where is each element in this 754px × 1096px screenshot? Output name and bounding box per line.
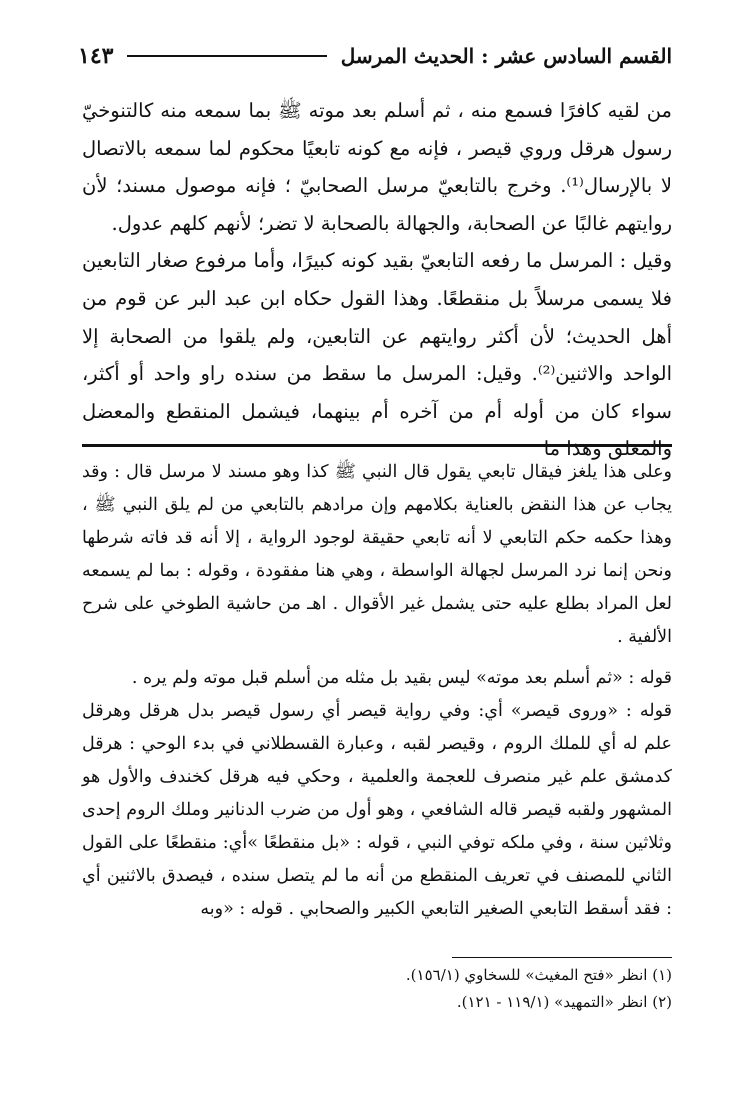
main-paragraph: من لقيه كافرًا فسمع منه ، ثم أسلم بعد موته ﷺ بما سمعه منه كالتنوخيّ رسول هرقل وروي قيصر ، فإنه مع كونه تابعيًا محكوم لما سمعه بالاتصال لا بالإرسال⁽¹⁾. وخرج بالتابعيّ مرسل الصحابيّ ؛ فإنه موصول مسند؛ لأن روايتهم غالبًا عن الصحابة، والجهالة بالصحابة لا تضر؛ لأنهم كلهم عدول. xyxy=(82,99,672,235)
header-rule xyxy=(127,55,326,57)
footnote: (١) انظر «فتح المغيث» للسخاوي (١٥٦/١). xyxy=(405,966,672,984)
page-header xyxy=(78,36,672,76)
footnotes xyxy=(82,962,672,1016)
footnote: (٢) انظر «التمهيد» (١١٩/١ - ١٢١). xyxy=(456,993,672,1011)
commentary-text xyxy=(82,456,672,926)
commentary-paragraph: قوله : «ثم أسلم بعد موته» ليس بقيد بل مثله من أسلم قبل موته ولم يره . xyxy=(131,668,672,688)
main-text xyxy=(82,92,672,468)
page-number: ١٤٣ xyxy=(78,43,114,69)
commentary-paragraph: وعلى هذا يلغز فيقال تابعي يقول قال النبي ﷺ كذا وهو مسند لا مرسل قال : وقد يجاب عن هذا النقض بالعناية بكلامهم وإن مرادهم بالتابعي من لم يلق النبي ﷺ ، وهذا حكمه حكم التابعي لا أنه تابعي حقيقة لوجود الرواية ، إلا أنه قد فاته شرطها ونحن إنما نرد المرسل لجهالة الواسطة ، وهي هنا مفقودة ، وقوله : بما لم يسمعه لعل المراد بطلع عليه حتى يشمل غير الأقوال . اهـ من حاشية الطوخي على شرح الألفية . xyxy=(82,462,672,647)
footnote-rule xyxy=(452,957,672,958)
running-title: القسم السادس عشر : الحديث المرسل xyxy=(340,44,672,68)
section-divider xyxy=(82,444,672,447)
commentary-paragraph: قوله : «وروى قيصر» أي: وفي رواية قيصر أي رسول قيصر بدل هرقل وهرقل علم له أي للملك الروم ، وقيصر لقبه ، وعبارة القسطلاني في بدء الوحي : هرقل كدمشق علم غير منصرف للعجمة والعلمية ، وحكي فيه هرقل كخندف والأول هو المشهور ولقبه قيصر قاله الشافعي ، وهو أول من ضرب الدنانير وملك الروم إحدى وثلاثين سنة ، وفي ملكه توفي النبي ، قوله : «بل منقطعًا »أي: منقطعًا على القول الثاني للمصنف في تعريف المنقطع من أنه ما لم يتصل سنده ، فيصدق بالاثنين أي : فقد أسقط التابعي الصغير التابعي الكبير والصحابي . قوله : «وبه xyxy=(82,701,672,919)
main-paragraph: وقيل : المرسل ما رفعه التابعيّ بقيد كونه كبيرًا، وأما مرفوع صغار التابعين فلا يسمى مرسلاً بل منقطعًا. وهذا القول حكاه ابن عبد البر عن قوم من أهل الحديث؛ لأن أكثر روايتهم عن التابعين، ولم يلقوا من الصحابة إلا الواحد والاثنين⁽²⁾. وقيل: المرسل ما سقط من سنده راو واحد أو أكثر، سواء كان من أوله أم من آخره أم بينهما، فيشمل المنقطع والمعضل والمعلق وهذا ما xyxy=(82,249,673,461)
